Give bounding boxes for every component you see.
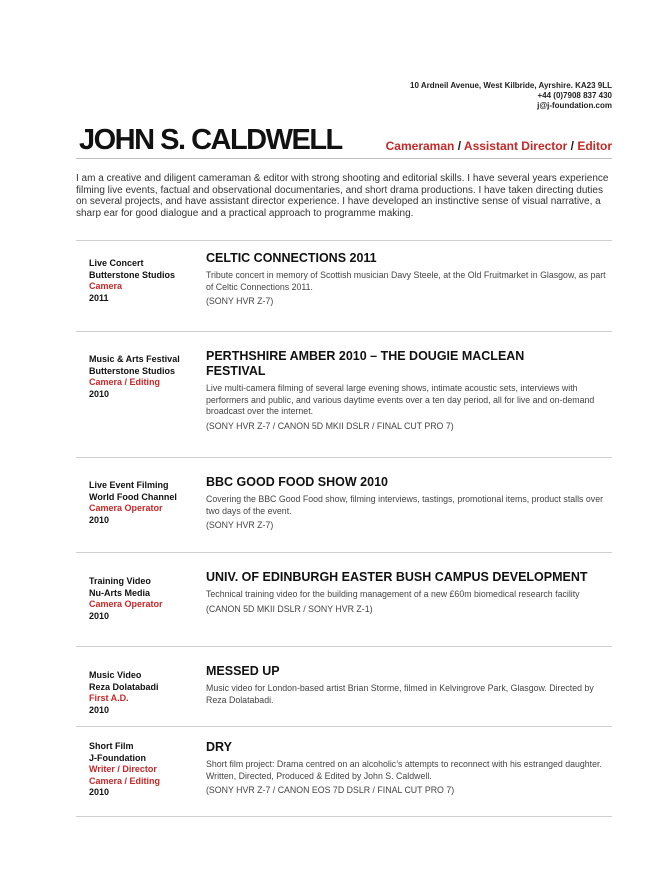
entry-year: 2010 <box>89 388 110 399</box>
entry-company: World Food Channel <box>89 491 177 502</box>
entry-meta <box>89 258 194 304</box>
entry-title: UNIV. OF EDINBURGH EASTER BUSH CAMPUS DEVELOPMENT <box>206 570 588 584</box>
entry-content <box>206 664 612 706</box>
entry-title: PERTHSHIRE AMBER 2010 – THE DOUGIE MACLEAN FESTIVAL <box>206 349 525 378</box>
entry-title: CELTIC CONNECTIONS 2011 <box>206 251 377 265</box>
entry-divider <box>76 726 612 727</box>
entry-company: Nu-Arts Media <box>89 587 151 598</box>
entry-content <box>206 349 612 432</box>
entry-company: Reza Dolatabadi <box>89 681 159 692</box>
role-separator: / <box>570 139 574 153</box>
entry-meta <box>89 670 194 716</box>
entry-meta <box>89 576 194 622</box>
header-divider <box>76 158 612 159</box>
entry-year: 2010 <box>89 787 110 798</box>
role-separator: / <box>457 139 462 153</box>
entry-year: 2010 <box>89 704 110 715</box>
entry-company: Butterstone Studios <box>89 365 176 376</box>
entry-content <box>206 570 612 615</box>
entry-content <box>206 740 612 797</box>
section-divider <box>76 240 612 241</box>
role-assistant-director: Assistant Director <box>463 139 568 153</box>
entry-description: Covering the BBC Good Food show, filming interviews, tastings, promotional items, product stalls over two days of the event. <box>206 494 604 516</box>
contact-phone: +44 (0)7908 837 430 <box>537 91 612 100</box>
summary-paragraph: I am a creative and diligent cameraman & editor with strong shooting and editorial skills. I have several years experience filming live events, factual and observational documentaries, and short drama productions. I have taken directing duties on several projects, and have assistant director experience. I have developed an instinctive sense of visual narrative, a sharp ear for good dialogue and a practical approach to programme making. <box>76 173 609 219</box>
entry-meta <box>89 741 194 799</box>
entry-type: Short Film <box>89 741 134 751</box>
entry-description: Live multi-camera filming of several large evening shows, intimate acoustic sets, interviews with performers and public, and various daytime events over a ten day period, all for live and on-demand broadcast over the internet. <box>206 383 595 417</box>
entry-divider <box>76 552 612 553</box>
entry-equipment: (CANON 5D MKII DSLR / SONY HVR Z-1) <box>206 603 373 614</box>
entry-role: Camera <box>89 281 123 292</box>
entry-year: 2010 <box>89 610 110 621</box>
entry-divider <box>76 646 612 647</box>
entry-title: BBC GOOD FOOD SHOW 2010 <box>206 475 388 489</box>
entry-title: DRY <box>206 740 232 754</box>
entry-role: First A.D. <box>89 693 129 704</box>
role-editor: Editor <box>577 139 612 153</box>
entry-company: J-Foundation <box>89 752 146 763</box>
role-cameraman: Cameraman <box>385 139 455 153</box>
entry-title: MESSED UP <box>206 664 280 678</box>
entry-divider <box>76 331 612 332</box>
entry-equipment: (SONY HVR Z-7 / CANON EOS 7D DSLR / FINAL CUT PRO 7) <box>206 785 455 796</box>
entry-content <box>206 475 612 532</box>
entry-description: Music video for London-based artist Brian Storme, filmed in Kelvingrove Park, Glasgow. Directed by Reza Dolatabadi. <box>206 683 594 705</box>
entry-type: Live Concert <box>89 258 144 268</box>
entry-equipment: (SONY HVR Z-7) <box>206 296 274 307</box>
entry-role: Camera / Editing <box>89 377 161 388</box>
entry-meta <box>89 354 194 400</box>
contact-address: 10 Ardneil Avenue, West Kilbride, Ayrshire. KA23 9LL <box>410 81 612 90</box>
entry-divider <box>76 457 612 458</box>
entry-type: Live Event Filming <box>89 480 169 490</box>
entry-equipment: (SONY HVR Z-7 / CANON 5D MKII DSLR / FINAL CUT PRO 7) <box>206 420 454 431</box>
entry-role: Camera / Editing <box>89 775 161 786</box>
entry-type: Music & Arts Festival <box>89 354 180 364</box>
entry-meta <box>89 480 194 526</box>
entry-role: Camera Operator <box>89 503 163 514</box>
entry-role: Camera Operator <box>89 599 163 610</box>
contact-block <box>410 81 612 111</box>
entry-description: Technical training video for the building management of a new £60m biomedical research facility <box>206 589 580 599</box>
entry-type: Music Video <box>89 670 142 680</box>
entry-divider <box>76 816 612 817</box>
resume-name: JOHN S. CALDWELL <box>79 124 342 156</box>
entry-company: Butterstone Studios <box>89 269 176 280</box>
entry-role: Writer / Director <box>89 764 157 775</box>
contact-email[interactable]: j@j-foundation.com <box>537 101 612 110</box>
entry-equipment: (SONY HVR Z-7) <box>206 520 274 531</box>
entry-description: Short film project: Drama centred on an alcoholic’s attempts to reconnect with his estranged daughter. Written, Directed, Produced & Edited by John S. Caldwell. <box>206 759 602 781</box>
entry-content <box>206 251 612 308</box>
job-roles <box>386 139 612 153</box>
entry-year: 2011 <box>89 292 109 303</box>
entry-description: Tribute concert in memory of Scottish musician Davy Steele, at the Old Fruitmarket in Glasgow, as part of Celtic Connections 2011. <box>206 270 606 292</box>
entry-type: Training Video <box>89 576 151 586</box>
entry-year: 2010 <box>89 514 110 525</box>
